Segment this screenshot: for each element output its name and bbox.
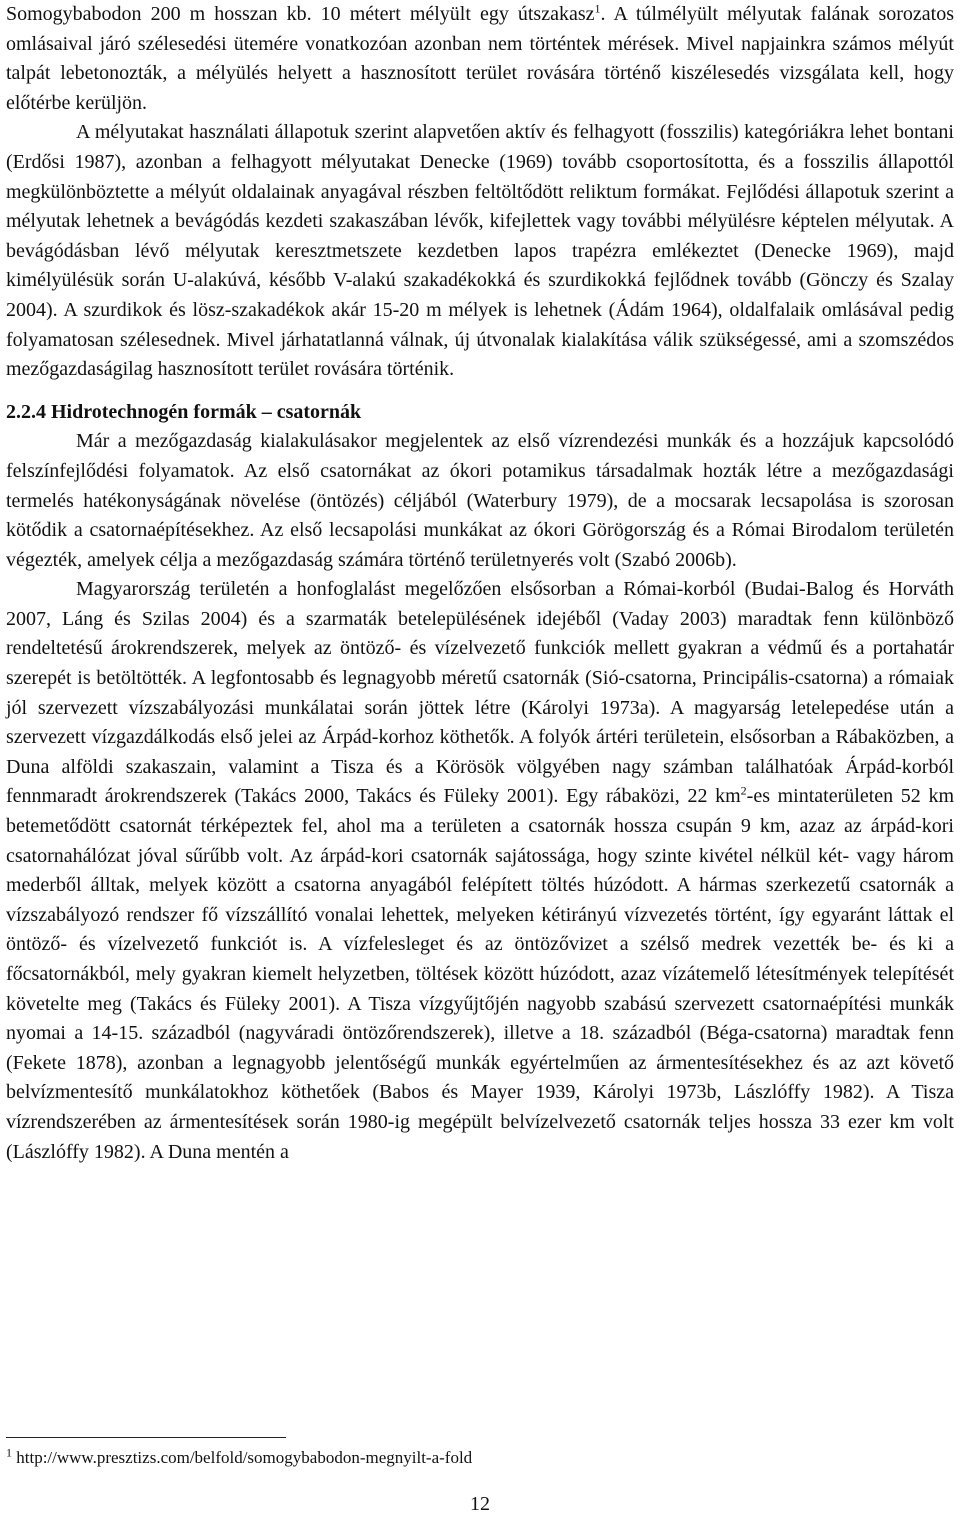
paragraph-4-text-b: -es mintaterületen 52 km betemetődött csatornát térképeztek fel, ahol ma a területen a csatornák hossza csupán 9 km, azaz az árpád-kori csatornahálózat jóval sűrűbb volt. Az árpád-kori csatornák sajátossága, hogy szinte kivétel nélkül két- vagy három mederből álltak, melyek között a csatorna anyagából felépített töltés húzódott. A hármas szerkezetű csatornák a vízszabályozó rendszer fő vízszállító vonalai lehettek, melyeken kétirányú vízvezetés történt, így egyaránt láttak el öntöző- és vízelvezető funkciót is. A vízfelesleget és az öntözővizet a szélső medrek vezették be- és ki a főcsatornákból, mely gyakran kiemelt helyzetben, töltések között húzódott, azaz vízátemelő létesítmények telepítését követelte meg (Takács és Füleky 2001). A Tisza vízgyűjtőjén nagyobb szabású szervezett csatornaépítési munkák nyomai a 14-15. századból (nagyváradi öntözőrendszerek), illetve a 18. századból (Béga-csatorna) maradtak fenn (Fekete 1878), azonban a legnagyobb jelentőségű munkák egyértelműen az ármentesítésekhez és az azt követő belvízmentesítő munkálatokhoz köthetőek (Babos és Mayer 1939, Károlyi 1973b, Lászlóffy 1982). A Tisza vízrendszerében az ármentesítések során 1980-ig megépült belvízelvezető csatornák teljes hossza 33 ezer km volt (Lászlóffy 1982). A Duna mentén a — [6, 785, 954, 1163]
paragraph-1 — [6, 0, 954, 118]
footnote-link[interactable]: http://www.presztizs.com/belfold/somogybabodon-megnyilt-a-fold — [12, 1448, 473, 1467]
page-body — [6, 0, 954, 1167]
paragraph-1-text-a: Somogybabodon 200 m hosszan kb. 10 métert mélyült egy útszakasz — [6, 3, 595, 25]
paragraph-4-text-a: Magyarország területén a honfoglalást megelőzően elsősorban a Római-korból (Budai-Balog és Horváth 2007, Láng és Szilas 2004) és a szarmaták betelepülésének idejéből (Vaday 2003) maradtak fenn különböző rendeltetésű árokrendszerek, melyek az öntöző- és vízelvezető funkciók mellett gyakran a védmű és a portahatár szerepét is betöltötték. A legfontosabb és legnagyobb méretű csatornák (Sió-csatorna, Principális-csatorna) a rómaiak jól szervezett vízszabályozási munkálatai során jöttek létre (Károlyi 1973a). A magyarság letelepedése után a szervezett vízgazdálkodás első jelei az Árpád-korhoz köthetők. A folyók ártéri területein, elsősorban a Rábaközben, a Duna alföldi szakaszain, valamint a Tisza és a Körösök völgyében nagy számban találhatóak Árpád-korból fennmaradt árokrendszerek (Takács 2000, Takács és Füleky 2001). Egy rábaközi, 22 km — [6, 578, 954, 808]
paragraph-3: Már a mezőgazdaság kialakulásakor megjelentek az első vízrendezési munkák és a hozzájuk kapcsolódó felszínfejlődési folyamatok. Az első csatornákat az ókori potamikus társadalmak hozták létre a mezőgazdasági termelés hatékonyságának növelése (öntözés) céljából (Waterbury 1979), de a mocsarak lecsapolása is szorosan kötődik a csatornaépítésekhez. Az első lecsapolási munkákat az ókori Görögország és a Római Birodalom területén végezték, amelyek célja a mezőgazdaság számára történő területnyerés volt (Szabó 2006b). — [6, 430, 954, 571]
paragraph-1-text-b: . A túlmélyült mélyutak falának sorozatos omlásaival járó szélesedési ütemére vonatkozóan azonban nem történtek mérések. Mivel napjainkra számos mélyút talpát lebetonozták, a mélyülés helyett a hasznosított terület rovására történő kiszélesedés vizsgálata kell, hogy előtérbe kerüljön. — [6, 3, 954, 114]
superscript-exponent: 2 — [740, 783, 747, 798]
paragraph-2: A mélyutakat használati állapotuk szerint alapvetően aktív és felhagyott (fosszilis) kategóriákra lehet bontani (Erdősi 1987), azonban a felhagyott mélyutakat Denecke (1969) tovább csoportosította, és a fosszilis állapottól megkülönböztette a mélyút oldalainak anyagával részben feltöltődött reliktum formákat. Fejlődési állapotuk szerint a mélyutak lehetnek a bevágódás kezdeti szakaszában lévők, kifejlettek vagy további mélyülésre képtelen mélyutak. A bevágódásban lévő mélyutak keresztmetszete kezdetben lapos trapézra emlékeztet (Denecke 1969), majd kimélyülésük során U-alakúvá, később V-alakú szakadékokká és szurdikokká fejlődnek tovább (Gönczy és Szalay 2004). A szurdikok és lösz-szakadékok akár 15-20 m mélyek is lehetnek (Ádám 1964), oldalfalaik omlásával pedig folyamatosan szélesednek. Mivel járhatatlanná válnak, új útvonalak kialakítása válik szükségessé, ami a szomszédos mezőgazdaságilag hasznosított terület rovására történik. — [6, 121, 954, 381]
page-number: 12 — [470, 1493, 490, 1515]
footnote-divider — [6, 1437, 286, 1438]
section-heading: 2.2.4 Hidrotechnogén formák – csatornák — [6, 400, 362, 423]
footnote-reference[interactable]: 1 — [594, 1, 601, 16]
footnote — [6, 1447, 472, 1469]
footnote-number: 1 — [6, 1445, 12, 1460]
paragraph-4 — [6, 575, 954, 1167]
